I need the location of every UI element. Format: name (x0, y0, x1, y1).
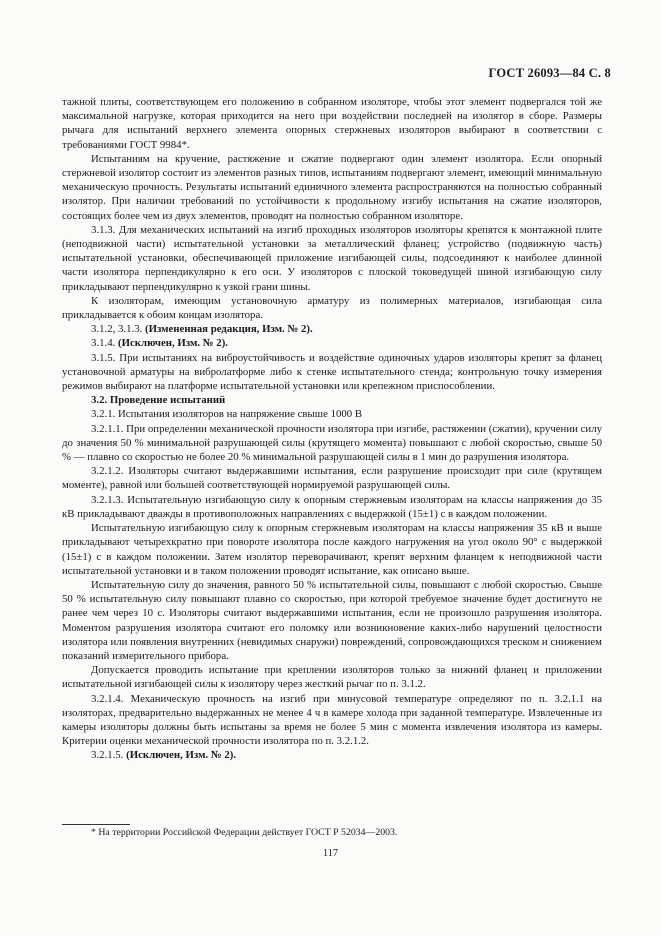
paragraph-text: 3.1.4. (91, 337, 118, 350)
footnote-divider (62, 824, 130, 825)
paragraph-text: 3.2.1.2. Изоляторы считают выдержавшими испытания, если разрушение происходит при силе (крутящем моменте), равной или большей соответствующей нормируемой разрушающей силы. (62, 465, 602, 492)
paragraph-text: Испытаниям на кручение, растяжение и сжатие подвергают один элемент изолятора. Если опорный стержневой изолятор состоит из элементов разных типов, испытаниям подвергают элемент, имеющий минимальную механическую прочность. Результаты испытаний единичного элемента распространяются на полностью собранный изолятор. При наличии требований по устойчивости к продольному изгибу испытания на сжатие изоляторов, состоящих более чем из двух элементов, проводят на полностью собранном изоляторе. (62, 152, 602, 222)
paragraph (62, 294, 602, 322)
paragraph-text: Испытательную изгибающую силу к опорным стержневым изоляторам на классы напряжения 35 кВ и выше прикладывают четырехкратно при повороте изолятора после каждого нагружения на угол около 90° с выдержкой (15±1) с в каждом положении. Затем изолятор переворачивают, крепят верхним фланцем к неподвижной части испытательной установки и в таком положении проводят испытание, как описано выше. (62, 522, 602, 577)
paragraph (62, 393, 602, 407)
paragraph (62, 407, 602, 421)
paragraph-bold-text: (Измененная редакция, Изм. № 2). (144, 323, 313, 336)
paragraph (62, 95, 602, 152)
paragraph (62, 521, 602, 578)
paragraph (62, 422, 602, 465)
paragraph (62, 748, 602, 762)
running-header: ГОСТ 26093—84 С. 8 (488, 66, 611, 80)
footnote: * На территории Российской Федерации действует ГОСТ Р 52034—2003. (91, 827, 398, 838)
paragraph (62, 322, 602, 336)
paragraph (62, 223, 602, 294)
paragraph (62, 663, 602, 691)
paragraph-text: тажной плиты, соответствующем его положению в собранном изоляторе, чтобы этот элемент подвергался той же максимальной нагрузке, которая приходится на него при воздействии последней на изолятор в сборе. Размеры рычага для испытаний верхнего элемента опорных стержневых изоляторов выбирают в соответствии с требованиями ГОСТ 9984*. (62, 96, 602, 151)
paragraph-text: 3.1.5. При испытаниях на виброустойчивость и воздействие одиночных ударов изоляторы крепят за фланец установочной арматуры на вибролатформе либо к стенке испытательного стенда; контрольную точку измерения режимов выбирают на платформе испытательной установки или крепежном приспособлении. (62, 351, 602, 393)
paragraph-text: 3.2.1.4. Механическую прочность на изгиб при минусовой температуре определяют по п. 3.2.1.1 на изоляторах, предварительно выдержанных не менее 4 ч в камере холода при заданной температуре. Извлеченные из камеры изоляторы должны быть испытаны за время не более 5 мин с момента извлечения изолятора из камеры. Критерии оценки механической прочности изолятора по п. 3.2.1.2. (62, 692, 602, 748)
page-number: 117 (322, 848, 339, 859)
paragraph-text: 3.2.1.1. При определении механической прочности изолятора при изгибе, растяжении (сжатии), кручении силу до значения 50 % минимальной разрушающей силы (крутящего момента) повышают с любой скоростью, свыше 50 % — плавно со скоростью не более 20 % минимальной разрушающей силы в 1 мин до разрушения изолятора. (62, 422, 602, 464)
paragraph-text: 3.1.3. Для механических испытаний на изгиб проходных изоляторов изоляторы крепятся к монтажной плите (неподвижной части) испытательной установки за металлический фланец; устройство (подвижную часть) испытательной установки, обеспечивающей приложение изгибающей силы, подсоединяют к наиболее длинной части изолятора перпендикулярно к его оси. У изоляторов с плоской токоведущей шиной изгибающую силу прикладывают перпендикулярно к узкой грани шины. (62, 223, 602, 293)
paragraph-text: 3.2.1.3. Испытательную изгибающую силу к опорным стержневым изоляторам на классы напряжения до 35 кВ прикладывают дважды в противоположных направлениях с выдержкой (15±1) с в каждом положении. (62, 493, 602, 520)
paragraph-bold-text: (Исключен, Изм. № 2). (118, 337, 228, 350)
paragraph (62, 578, 602, 663)
paragraph (62, 464, 602, 492)
paragraph (62, 493, 602, 521)
paragraph-text: Допускается проводить испытание при креплении изоляторов только за нижний фланец и приложении испытательной изгибающей силы к изолятору через жесткий рычаг по п. 3.1.2. (62, 664, 602, 691)
paragraph-bold-text: (Исключен, Изм. № 2). (126, 749, 237, 762)
paragraph-text: 3.2.1. Испытания изоляторов на напряжение свыше 1000 В (91, 408, 363, 421)
paragraph (62, 152, 602, 223)
paragraph-text: 3.2.1.5. (91, 749, 127, 762)
document-body (62, 95, 602, 763)
paragraph (62, 336, 602, 350)
paragraph (62, 692, 602, 749)
paragraph-text: К изоляторам, имеющим установочную арматуру из полимерных материалов, изгибающая сила прикладывается к обоим концам изолятора. (62, 294, 602, 322)
paragraph-bold-text: 3.2. Проведение испытаний (91, 394, 226, 407)
paragraph-text: Испытательную силу до значения, равного 50 % испытательной силы, повышают с любой скоростью. Свыше 50 % испытательную силу повышают плавно со скоростью, при которой требуемое значение будет достигнуто не ранее чем через 10 с. Изоляторы считают выдержавшими испытания, если не произошло разрушения изолятора. Моментом разрушения изолятора считают его поломку или возникновение каких-либо нарушений целостности изолятора или появления внутренних (невидимых снаружи) повреждений, сопровождающихся треском и снижением показаний измерительного прибора. (62, 578, 602, 662)
paragraph-text: 3.1.2, 3.1.3. (91, 323, 145, 336)
paragraph (62, 351, 602, 394)
